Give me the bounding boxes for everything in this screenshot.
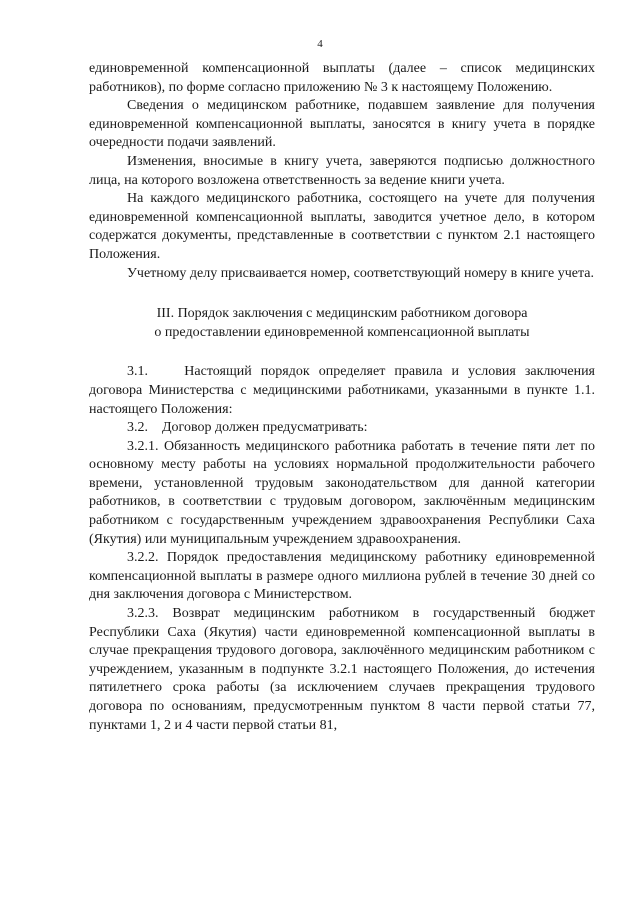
paragraph-list-definition: единовременной компенсационной выплаты (далее – список медицинских работников), по форме согласно приложению № 3 к настоящему Положению. [89,61,595,95]
section-heading [89,305,595,342]
paragraph-account-file: На каждого медицинского работника, состоящего на учете для получения единовременной компенсационной выплаты, заводится учетное дело, в котором содержатся документы, представленные в соответствии с пунктом 2.1 настоящего Положения. [89,191,595,262]
paragraph-registration-book: Сведения о медицинском работнике, подавшем заявление для получения единовременной компенсационной выплаты, заносятся в книгу учета в порядке очередности подачи заявлений. [89,98,595,151]
clause-3-2-1: 3.2.1. Обязанность медицинского работника работать в течение пяти лет по основному месту работы на условиях нормальной продолжительности рабочего времени, установленной трудовым законодательством для данной категории работников, в соответствии с трудовым договором, заключённым медицинским работником с государственным учреждением здравоохранения Республики Саха (Якутия) или муниципальным учреждением здравоохранения. [89,438,595,547]
document-body [89,60,599,735]
paragraph-file-number: Учетному делу присваивается номер, соответствующий номеру в книге учета. [127,265,595,281]
clause-3-2-3: 3.2.3. Возврат медицинским работником в государственный бюджет Республики Саха (Якутия) части единовременной компенсационной выплаты в случае прекращения трудового договора, заключённого медицинским работником с учреждением, указанным в подпункте 3.2.1 настоящего Положения, до истечения пятилетнего срока работы (за исключением случаев прекращения трудового договора по основаниям, предусмотренным пунктом 8 части первой статьи 77, пунктами 1, 2 и 4 части первой статьи 81, [89,606,595,733]
page-number: 4 [317,38,323,50]
clause-3-2-2: 3.2.2. Порядок предоставления медицинскому работнику единовременной компенсационной выплаты в размере одного миллиона рублей в течение 30 дней со дня заключения договора с Министерством. [89,550,595,603]
clause-3-2: 3.2. Договор должен предусматривать: [127,420,368,436]
section-heading-line-2: о предоставлении единовременной компенсационной выплаты [154,324,530,340]
paragraph-changes: Изменения, вносимые в книгу учета, заверяются подписью должностного лица, на которого возложена ответственность за ведение книги учета. [89,153,595,188]
section-heading-line-1: III. Порядок заключения с медицинским работником договора [156,306,528,322]
clause-3-1: 3.1. Настоящий порядок определяет правила и условия заключения договора Министерства с медицинскими работниками, указанными в пункте 1.1. настоящего Положения: [89,364,599,417]
